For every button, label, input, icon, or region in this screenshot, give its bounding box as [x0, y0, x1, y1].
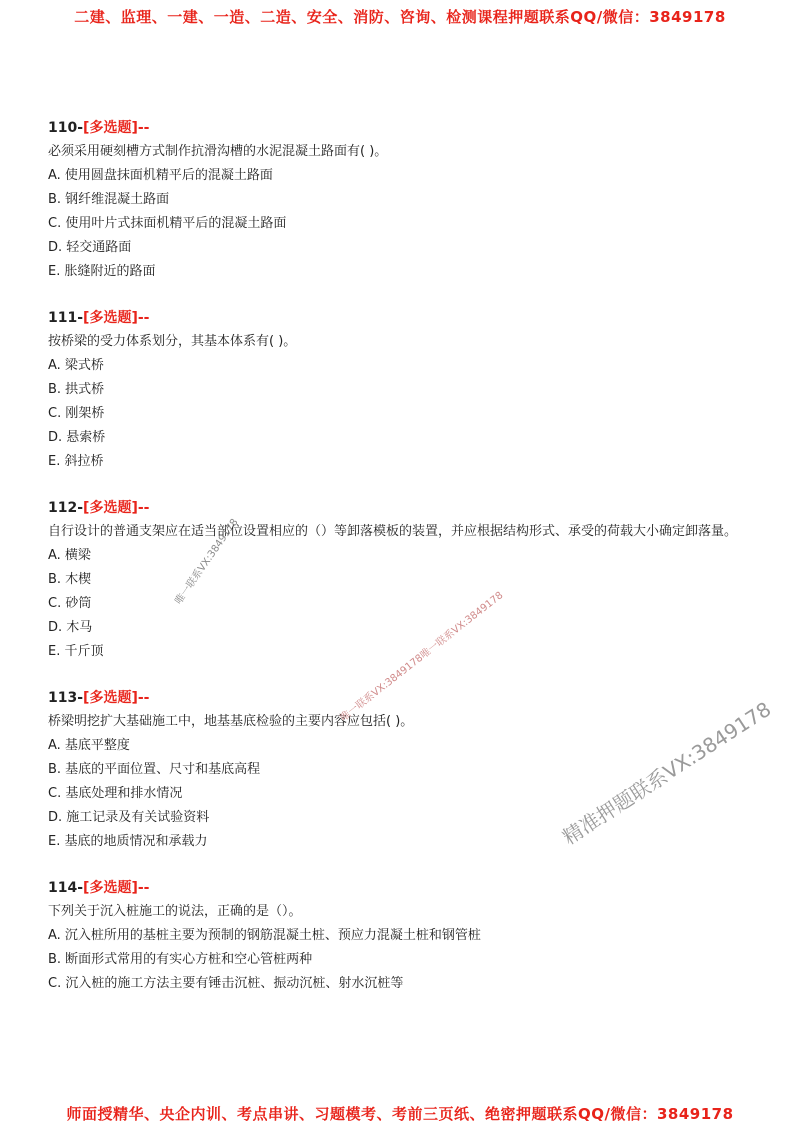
option-d: D. 轻交通路面	[48, 240, 132, 255]
question-type: [多选题]	[83, 310, 138, 326]
question-header	[48, 116, 760, 140]
question-header	[48, 306, 760, 330]
question-stem: 按桥梁的受力体系划分，其基本体系有( )。	[48, 334, 297, 349]
question-header	[48, 876, 760, 900]
option-a: A. 梁式桥	[48, 358, 104, 373]
watermark: 精准押题联系VX:3849178	[558, 696, 776, 850]
option-c: C. 刚架桥	[48, 406, 105, 421]
question-110	[48, 116, 760, 284]
question-type: [多选题]	[83, 500, 138, 516]
question-dash: --	[137, 120, 150, 136]
option-b: B. 基底的平面位置、尺寸和基底高程	[48, 762, 261, 777]
question-stem: 必须采用硬刻槽方式制作抗滑沟槽的水泥混凝土路面有( )。	[48, 144, 388, 159]
option-a: A. 使用圆盘抹面机精平后的混凝土路面	[48, 168, 273, 183]
question-type: [多选题]	[83, 690, 138, 706]
option-a: A. 横梁	[48, 548, 91, 563]
footer-banner: 师面授精华、央企内训、考点串讲、习题模考、考前三页纸、绝密押题联系QQ/微信：3849178	[66, 1105, 734, 1123]
option-d: D. 施工记录及有关试验资料	[48, 810, 210, 825]
header-banner: 二建、监理、一建、一造、二造、安全、消防、咨询、检测课程押题联系QQ/微信：3849178	[74, 8, 726, 26]
option-e: E. 斜拉桥	[48, 454, 104, 469]
watermark: 唯一联系VX:3849178	[173, 517, 241, 607]
question-number: 110-	[48, 120, 84, 136]
option-b: B. 断面形式常用的有实心方桩和空心管桩两种	[48, 952, 313, 967]
question-number: 111-	[48, 310, 84, 326]
question-dash: --	[137, 310, 150, 326]
question-stem: 下列关于沉入桩施工的说法，正确的是（）。	[48, 904, 302, 919]
question-list	[48, 116, 760, 1018]
option-b: B. 木楔	[48, 572, 92, 587]
option-e: E. 胀缝附近的路面	[48, 264, 156, 279]
watermark: 唯一联系VX:3849178唯一联系VX:3849178	[338, 590, 506, 724]
option-b: B. 拱式桥	[48, 382, 105, 397]
option-e: E. 千斤顶	[48, 644, 104, 659]
option-c: C. 基底处理和排水情况	[48, 786, 183, 801]
option-a: A. 基底平整度	[48, 738, 130, 753]
option-c: C. 使用叶片式抹面机精平后的混凝土路面	[48, 216, 287, 231]
option-e: E. 基底的地质情况和承载力	[48, 834, 208, 849]
question-stem: 自行设计的普通支架应在适当部位设置相应的（）等卸落模板的装置，并应根据结构形式、承受的荷载大小确定卸落量。	[48, 524, 738, 539]
question-number: 113-	[48, 690, 84, 706]
question-header	[48, 496, 760, 520]
question-dash: --	[137, 500, 150, 516]
question-number: 112-	[48, 500, 84, 516]
question-114	[48, 876, 760, 996]
question-112	[48, 496, 760, 664]
question-header	[48, 686, 760, 710]
question-111	[48, 306, 760, 474]
question-type: [多选题]	[83, 880, 138, 896]
option-c: C. 沉入桩的施工方法主要有锤击沉桩、振动沉桩、射水沉桩等	[48, 976, 404, 991]
question-dash: --	[137, 690, 150, 706]
option-c: C. 砂筒	[48, 596, 92, 611]
question-stem: 桥梁明挖扩大基础施工中，地基基底检验的主要内容应包括( )。	[48, 714, 414, 729]
option-d: D. 木马	[48, 620, 93, 635]
option-b: B. 钢纤维混凝土路面	[48, 192, 170, 207]
option-d: D. 悬索桥	[48, 430, 106, 445]
question-number: 114-	[48, 880, 84, 896]
option-a: A. 沉入桩所用的基桩主要为预制的钢筋混凝土桩、预应力混凝土桩和钢管桩	[48, 928, 481, 943]
question-dash: --	[137, 880, 150, 896]
question-type: [多选题]	[83, 120, 138, 136]
